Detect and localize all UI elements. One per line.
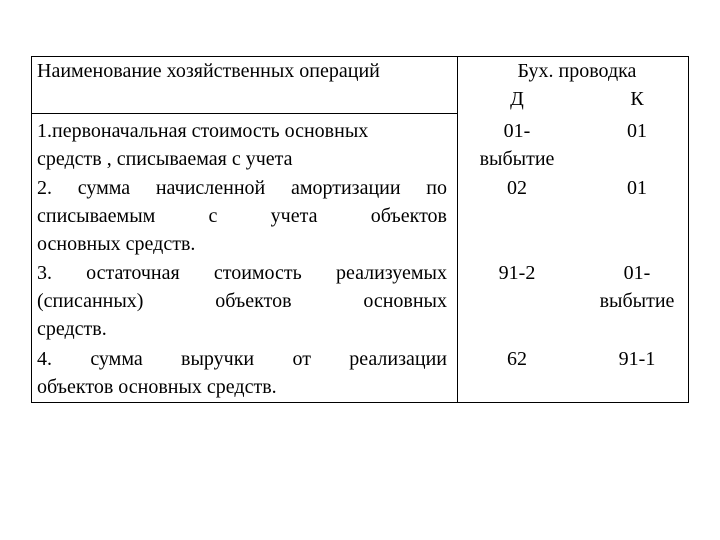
header-entry: Бух. проводка: [517, 60, 637, 82]
row-2-debit: [472, 174, 562, 202]
row-3-debit: [472, 259, 562, 287]
header-divider: [32, 113, 457, 114]
row-1-operation: [37, 117, 447, 173]
row-1-debit-line-1: 01-: [503, 120, 531, 142]
row-3-debit-line-1: 91-2: [498, 262, 536, 284]
row-2-debit-line-1: 02: [507, 177, 527, 199]
row-1-credit: [592, 117, 682, 145]
row-3-credit-line-2: выбытие: [599, 290, 675, 312]
row-2-operation-line-1: 2. сумма начисленной амортизации по: [37, 177, 447, 199]
column-divider: [457, 57, 458, 402]
row-4-operation-line-2: объектов основных средств.: [37, 376, 277, 398]
row-4-operation: [37, 345, 447, 401]
row-3-credit: [592, 259, 682, 315]
row-4-debit: [472, 345, 562, 373]
header-operations: Наименование хозяйственных операций: [37, 60, 380, 82]
row-2-operation-line-3: основных средств.: [37, 233, 196, 255]
row-2-credit-line-1: 01: [627, 177, 647, 199]
row-1-operation-line-1: 1.первоначальная стоимость основных: [37, 120, 369, 142]
row-3-operation-line-3: средств.: [37, 318, 107, 340]
row-3-operation-line-1: 3. остаточная стоимость реализуемых: [37, 262, 447, 284]
row-4-credit: [592, 345, 682, 373]
row-4-debit-line-1: 62: [507, 348, 527, 370]
header-credit: К: [630, 88, 644, 110]
header-debit: Д: [510, 88, 524, 110]
row-4-operation-line-1: 4. сумма выручки от реализации: [37, 348, 447, 370]
row-3-operation-line-2: (списанных) объектов основных: [37, 290, 447, 312]
row-2-operation: [37, 174, 447, 258]
row-3-operation: [37, 259, 447, 343]
row-2-operation-line-2: списываемым с учета объектов: [37, 205, 447, 227]
row-1-operation-line-2: средств , списываемая с учета: [37, 148, 293, 170]
row-3-credit-line-1: 01-: [623, 262, 651, 284]
row-1-credit-line-1: 01: [627, 120, 647, 142]
row-1-debit-line-2: выбытие: [479, 148, 555, 170]
row-2-credit: [592, 174, 682, 202]
row-4-credit-line-1: 91-1: [618, 348, 656, 370]
operations-table: [31, 56, 689, 403]
row-1-debit: [472, 117, 562, 173]
